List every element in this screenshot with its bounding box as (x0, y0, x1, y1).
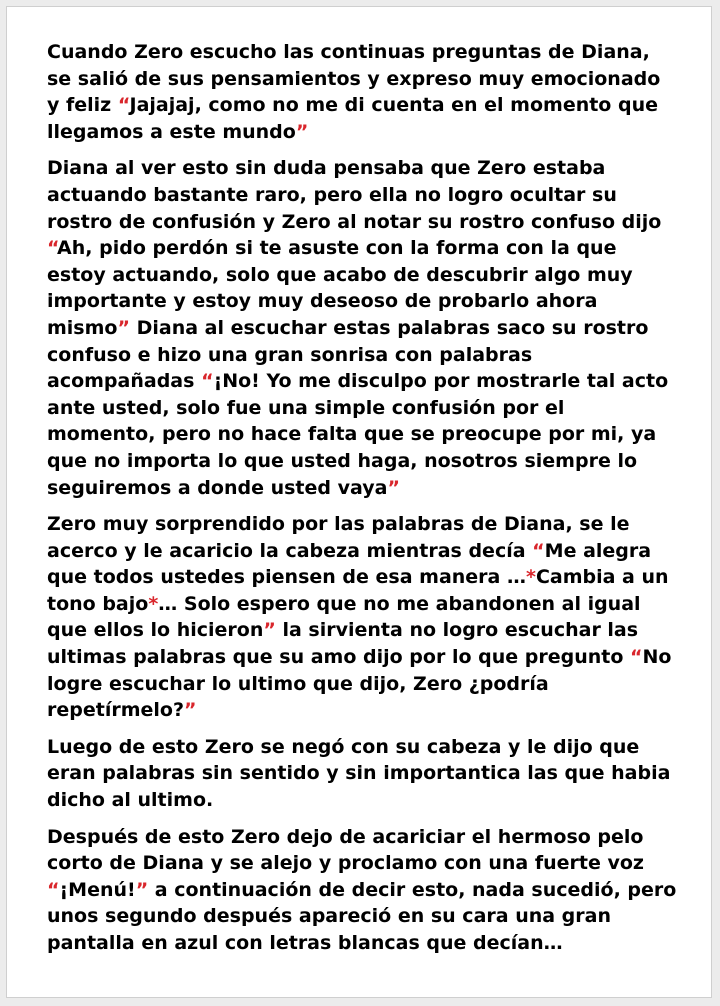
document-page (6, 6, 712, 998)
text-run: ¡Menú! (59, 878, 136, 901)
quote-mark: “ (47, 237, 58, 260)
paragraph-1 (47, 39, 679, 145)
quote-mark: ” (183, 699, 197, 722)
text-run: Cuando Zero escucho las continuas preguntas de Diana, se salió de sus pensamientos y expreso muy emocionado y feliz (47, 41, 661, 117)
quote-mark: ” (387, 476, 400, 499)
text-run: Luego de esto Zero se negó con su cabeza y le dijo que eran palabras sin sentido y sin importantica las que habia dicho al ultimo. (47, 735, 671, 812)
paragraph-3 (47, 511, 679, 724)
document-body (47, 39, 679, 967)
quote-mark: “ (532, 539, 545, 562)
quote-mark: “ (117, 94, 130, 117)
quote-mark: “ (630, 646, 643, 669)
quote-mark: ” (295, 120, 309, 143)
text-run: Me alegra que todos ustedes piensen de esa manera … (47, 539, 652, 589)
paragraph-4 (47, 734, 679, 814)
quote-mark: “ (201, 370, 214, 393)
paragraph-2 (47, 155, 679, 501)
quote-mark: * (526, 566, 536, 589)
text-run: Jajajaj, como no me di cuenta en el momento que llegamos a este mundo (47, 94, 658, 143)
quote-mark: ” (117, 316, 130, 339)
quote-mark: ” (263, 619, 276, 642)
text-run: Diana al ver esto sin duda pensaba que Zero estaba actuando bastante raro, pero ella no logro ocultar su rostro de confusión y Zero al notar su rostro confuso dijo (47, 157, 662, 233)
text-run: ¡No! Yo me disculpo por mostrarle tal acto ante usted, solo fue una simple confusión por el momento, pero no hace falta que se preocupe por mi, ya que no importa lo que usted haga, nosotros siempre lo seguiremos a donde usted vaya (47, 370, 669, 499)
text-run: a continuación de decir esto, nada sucedió, pero unos segundo después apareció en su cara una gran pantalla en azul con letras blancas que decían… (47, 878, 677, 954)
text-run: No logre escuchar lo ultimo que dijo, Zero ¿podría repetírmelo? (47, 646, 672, 722)
quote-mark: “ (47, 878, 60, 901)
text-run: Zero muy sorprendido por las palabras de Diana, se le acerco y le acaricio la cabeza mientras decía (47, 513, 630, 562)
text-run: Ah, pido perdón si te asuste con la forma con la que estoy actuando, solo que acabo de descubrir algo muy importante y estoy muy deseoso de probarlo ahora mismo (47, 237, 633, 339)
text-run: Diana al escuchar estas palabras saco su rostro confuso e hizo una gran sonrisa con palabras acompañadas (47, 316, 649, 393)
quote-mark: * (148, 592, 159, 615)
text-run: … Solo espero que no me abandonen al igual que ellos lo hicieron (47, 592, 641, 642)
quote-mark: ” (135, 878, 149, 901)
text-run: Cambia a un tono bajo (47, 566, 669, 615)
text-run: Después de esto Zero dejo de acariciar el hermoso pelo corto de Diana y se alejo y proclamo con una fuerte voz (47, 825, 644, 875)
text-run: la sirvienta no logro escuchar las ultimas palabras que su amo dijo por lo que pregunto (47, 619, 639, 669)
paragraph-5 (47, 824, 679, 957)
